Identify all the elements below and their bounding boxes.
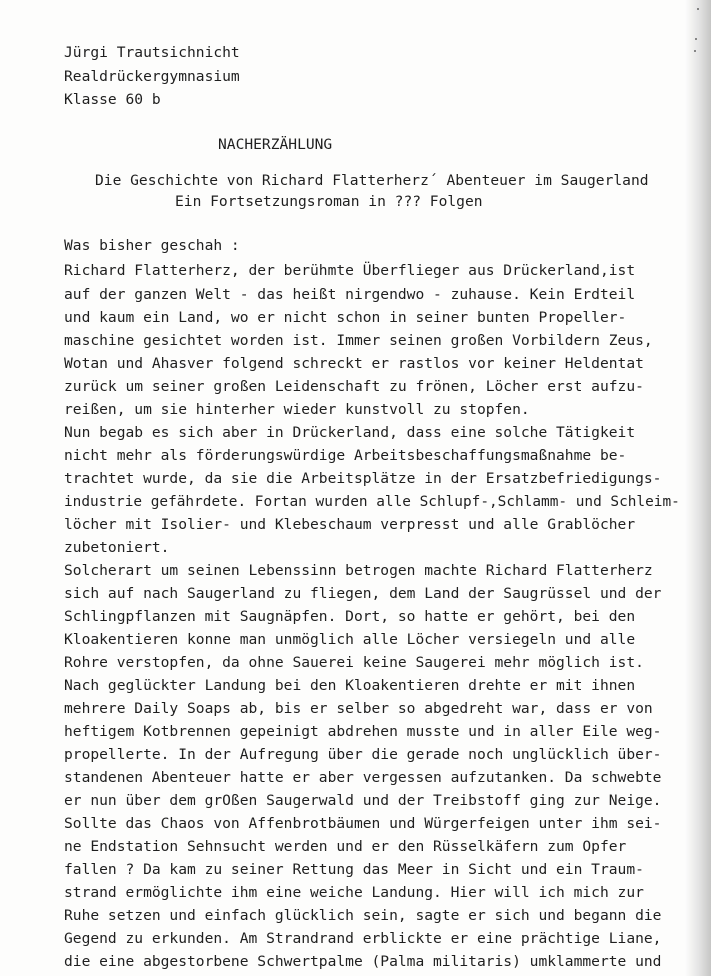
story-subtitle: Ein Fortsetzungsroman in ??? Folgen [175,193,483,210]
scan-speck [694,50,696,52]
body-line: propellerte. In der Aufregung über die gerade noch unglücklich über- [64,746,662,763]
body-line: Sollte das Chaos von Affenbrotbäumen und Würgerfeigen unter ihm sei- [64,815,662,832]
body-line: Nun begab es sich aber in Drückerland, dass eine solche Tätigkeit [64,424,636,441]
body-line: Solcherart um seinen Lebenssinn betrogen machte Richard Flatterherz [64,562,653,579]
document-heading: NACHERZÄHLUNG [218,136,333,153]
body-line: reißen, um sie hinterher wieder kunstvoll zu stopfen. [64,401,530,418]
body-line: Rohre verstopfen, da ohne Sauerei keine Saugerei mehr möglich ist. [64,654,644,671]
body-line: mehrere Daily Soaps ab, bis er selber so abgedreht war, dass er von [64,700,653,717]
body-line: zubetoniert. [64,539,170,556]
body-line: er nun über dem grOßen Saugerwald und der Treibstoff ging zur Neige. [64,792,662,809]
class-name: Klasse 60 b [64,91,161,108]
author-name: Jürgi Trautsichnicht [64,44,240,61]
body-line: trachtet wurde, da sie die Arbeitsplätze in der Ersatzbefriedigungs- [64,470,662,487]
body-line: Richard Flatterherz, der berühmte Überflieger aus Drückerland,ist [64,262,636,279]
body-line: industrie gefährdete. Fortan wurden alle Schlupf-,Schlamm- und Schleim- [64,494,680,510]
body-line: sich auf nach Saugerland zu fliegen, dem Land der Saugrüssel und der [64,585,662,602]
body-line: zurück um seiner großen Leidenschaft zu frönen, Löcher erst aufzu- [64,378,644,395]
body-line: Nach geglückter Landung bei den Kloakentieren drehte er mit ihnen [64,677,636,694]
body-line: und kaum ein Land, wo er nicht schon in seiner bunten Propeller- [64,309,627,326]
body-line: strand ermöglichte ihm eine weiche Landung. Hier will ich mich zur [64,884,644,901]
body-line: heftigem Kotbrennen gepeinigt abdrehen musste und in aller Eile weg- [64,723,662,740]
body-line: auf der ganzen Welt - das heißt nirgendwo - zuhause. Kein Erdteil [64,286,636,303]
scan-speck [697,8,699,10]
body-line: maschine gesichtet worden ist. Immer seinen großen Vorbildern Zeus, [64,332,653,349]
body-line: Wotan und Ahasver folgend schreckt er rastlos vor keiner Heldentat [64,355,644,372]
intro-line: Was bisher geschah : [64,237,240,254]
school-name: Realdrückergymnasium [64,68,240,85]
body-line: ne Endstation Sehnsucht werden und er den Rüsselkäfern zum Opfer [64,838,627,855]
scan-speck [695,38,697,40]
story-title: Die Geschichte von Richard Flatterherz´ Abenteuer im Saugerland [95,172,649,189]
body-line: Kloakentieren konne man unmöglich alle Löcher versiegeln und alle [64,631,636,648]
body-line: löcher mit Isolier- und Klebeschaum verpresst und alle Grablöcher [64,516,636,533]
body-line: Ruhe setzen und einfach glücklich sein, sagte er sich und begann die [64,907,662,924]
body-line: standenen Abenteuer hatte er aber vergessen aufzutanken. Da schwebte [64,769,662,786]
body-line: Schlingpflanzen mit Saugnäpfen. Dort, so hatte er gehört, bei den [64,608,636,625]
body-line: fallen ? Da kam zu seiner Rettung das Meer in Sicht und ein Traum- [64,861,644,878]
body-line: Gegend zu erkunden. Am Strandrand erblickte er eine prächtige Liane, [64,930,662,947]
body-line: nicht mehr als förderungswürdige Arbeitsbeschaffungsmaßnahme be- [64,447,627,464]
scan-shadow-edge [685,0,711,976]
body-line: die eine abgestorbene Schwertpalme (Palma militaris) umklammerte und [64,953,662,970]
